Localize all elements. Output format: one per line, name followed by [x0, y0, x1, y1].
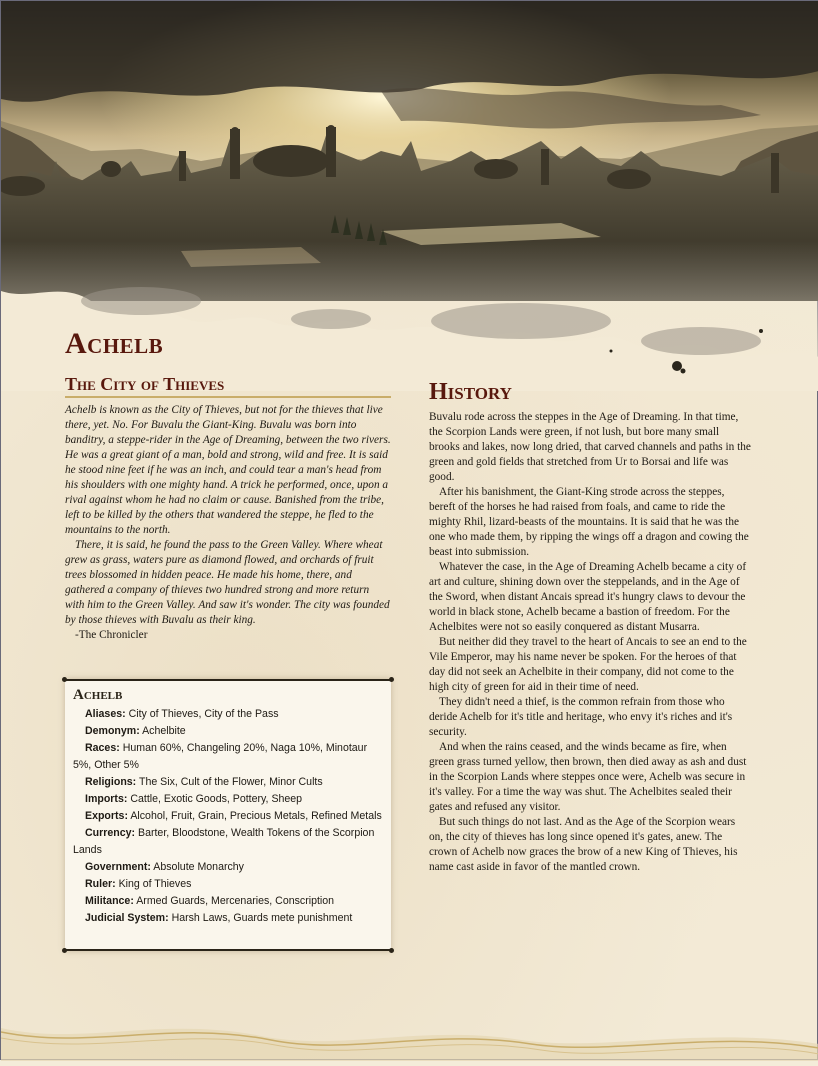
- history-paragraph: After his banishment, the Giant-King strode across the steppes, bereft of the horses he had raised from foals, and came to ride the mighty Rhil, lizard-beasts of the mountains. It is said that he was the one who made them, by ripping the wings off a dragon and cowing the beast into submission.: [429, 486, 749, 558]
- statblock-title: Achelb: [73, 687, 123, 703]
- stat-races: Races: Human 60%, Changeling 20%, Naga 10%, Minotaur 5%, Other 5%: [73, 742, 368, 771]
- history-paragraph: But such things do not last. And as the Age of the Scorpion wears on, the city of thieves has long since opened it's gates, anew. The crown of Achelb now graces the brow of a new King of Thieves, his name cast aside in favor of the mantled crown.: [429, 816, 738, 873]
- city-statblock: [65, 679, 391, 951]
- footer-ornament: [1, 1006, 818, 1061]
- stat-exports: Exports: Alcohol, Fruit, Grain, Precious Metals, Refined Metals: [85, 810, 382, 822]
- corner-dot: [389, 948, 394, 953]
- corner-dot: [389, 677, 394, 682]
- history-paragraph: And when the rains ceased, and the winds became as fire, when green grass turned yellow, then brown, then died away as ash and dust in the Scorpion Lands where steppes once were, Achelb was secure in it's valley. For a time the way was shut. The Achelbites sealed their gates and refused any visitor.: [429, 741, 747, 813]
- stat-judicial-system: Judicial System: Harsh Laws, Guards mete punishment: [85, 912, 353, 924]
- stat-currency: Currency: Barter, Bloodstone, Wealth Tokens of the Scorpion Lands: [73, 827, 375, 856]
- history-paragraph: They didn't need a thief, is the common refrain from those who deride Achelb for it's title and heritage, who envy it's riches and it's security.: [429, 696, 733, 738]
- history-paragraph: But neither did they travel to the heart of Ancais to see an end to the Vile Emperor, may his name never be spoken. For the heroes of that day did not seek an Achelbite in their company, did not come to the high city of green for aid in their time of need.: [429, 636, 747, 693]
- history-text: [429, 410, 751, 875]
- stat-aliases: Aliases: City of Thieves, City of the Pass: [85, 708, 279, 720]
- chronicler-quote: [65, 403, 391, 643]
- city-of-thieves-heading: The City of Thieves: [65, 373, 391, 398]
- history-paragraph: Whatever the case, in the Age of Dreaming Achelb became a city of art and culture, shining down over the steppelands, and in the Age of the Sword, when distant Ancais spread it's hungry claws to devour the world in black stone, Achelb became a bastion of freedom. For the Achelbites were not so easily conquered as distant Musarra.: [429, 561, 747, 633]
- page-title: Achelb: [65, 327, 164, 360]
- stat-imports: Imports: Cattle, Exotic Goods, Pottery, Sheep: [85, 793, 303, 805]
- stat-militance: Militance: Armed Guards, Mercenaries, Conscription: [85, 895, 335, 907]
- right-column: [429, 373, 751, 875]
- left-column: [65, 373, 391, 643]
- history-paragraph: Buvalu rode across the steppes in the Age of Dreaming. In that time, the Scorpion Lands were green, if not lush, but bore many small brooks and lakes, now long dried, that carved channels and paths in the green and gold fields that stretched from Ur to Borsai and life was good.: [429, 411, 751, 483]
- stat-government: Government: Absolute Monarchy: [85, 861, 244, 873]
- quote-paragraph: Achelb is known as the City of Thieves, but not for the thieves that live there, yet. No. For Buvalu the Giant-King. Buvalu was born into banditry, a steppe-rider in the Age of Dreaming, between the two rivers. He was a great giant of a man, bold and strong, wild and free. It is said he stood nine feet if he was an inch, and could tear a man's head from his shoulders with one mighty hand. A trick he performed, once, upon a rival against whom he had no claim or cause. Banished from the tribe, left to be killed by the others that wandered the steppe, he fled to the mountains to the north.: [65, 404, 391, 536]
- quote-paragraph: There, it is said, he found the pass to the Green Valley. Where wheat grew as grass, waters pure as diamond flowed, and orchards of fruit trees blossomed in hidden peace. He made his home, there, and gathered a company of thieves two hundred strong and more return with him to the Green Valley. And saw it's wonder. The city was founded by those thieves with Buvalu as their king.: [65, 539, 390, 626]
- corner-dot: [62, 677, 67, 682]
- history-heading: History: [429, 379, 512, 405]
- stat-ruler: Ruler: King of Thieves: [85, 878, 192, 890]
- stat-demonym: Demonym: Achelbite: [85, 725, 186, 737]
- quote-signature: -The Chronicler: [75, 629, 148, 641]
- stat-religions: Religions: The Six, Cult of the Flower, Minor Cults: [85, 776, 323, 788]
- corner-dot: [62, 948, 67, 953]
